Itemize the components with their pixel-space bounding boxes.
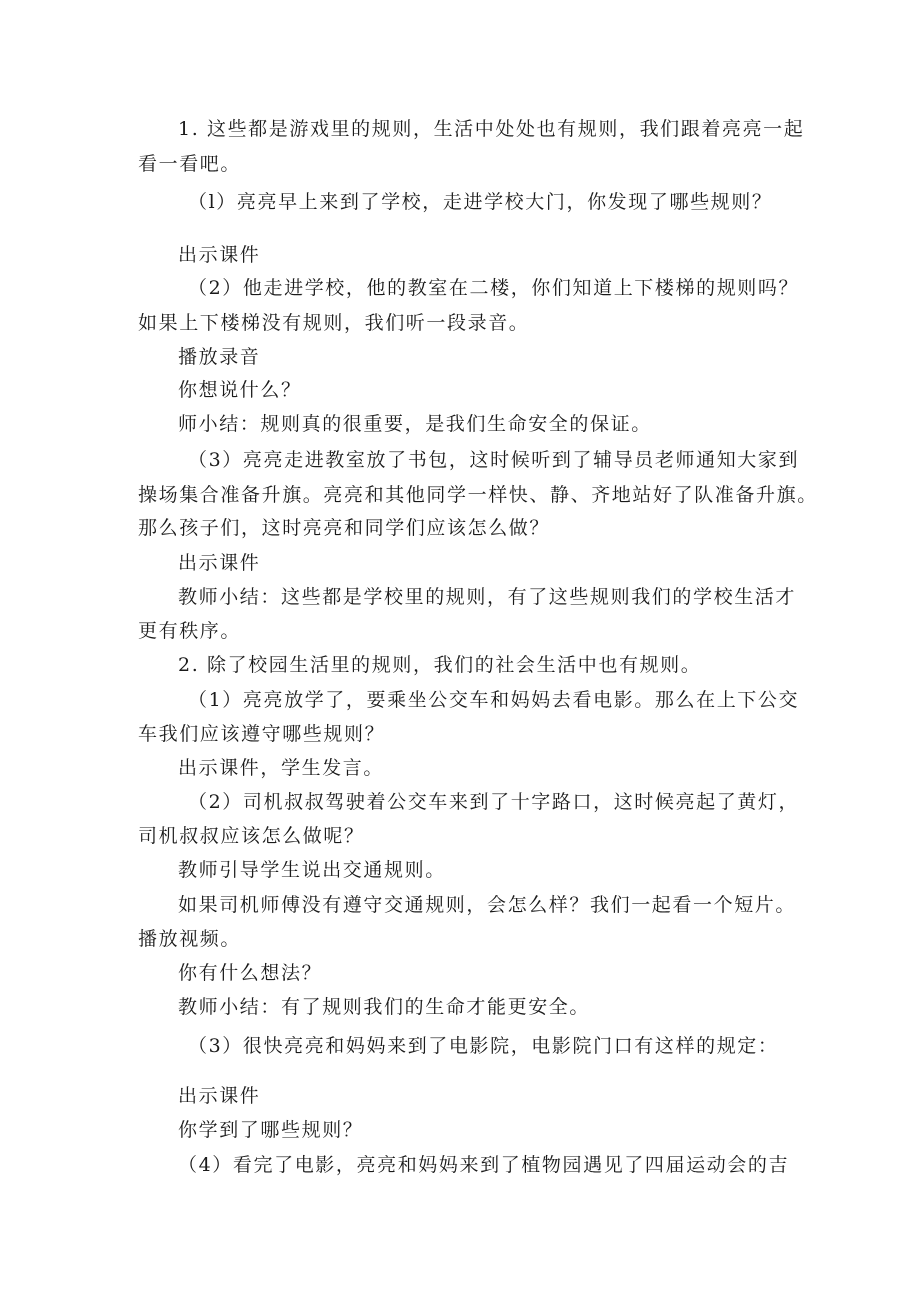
text-line: 2. 除了校园生活里的规则，我们的社会生活中也有规则。 <box>178 654 702 676</box>
text-line: 司机叔叔应该怎么做呢？ <box>138 825 365 847</box>
text-line: （4）看完了电影，亮亮和妈妈来到了植物园遇见了四届运动会的吉 <box>178 1154 790 1176</box>
text-line: 播放视频。 <box>138 928 242 950</box>
text-line: 如果上下楼梯没有规则，我们听一段录音。 <box>138 312 530 334</box>
text-line: 那么孩子们，这时亮亮和同学们应该怎么做？ <box>138 517 551 539</box>
text-line: （2）他走进学校，他的教室在二楼，你们知道上下楼梯的规则吗？ <box>188 277 800 299</box>
text-line: 出示课件 <box>178 1085 261 1107</box>
text-line: （3）很快亮亮和妈妈来到了电影院，电影院门口有这样的规定： <box>188 1035 779 1057</box>
text-line: 师小结：规则真的很重要，是我们生命安全的保证。 <box>178 413 652 435</box>
text-line: 教师引导学生说出交通规则。 <box>178 859 446 881</box>
text-line: 你想说什么？ <box>178 379 302 401</box>
text-line: 出示课件 <box>178 552 261 574</box>
text-line: （l）亮亮早上来到了学校，走进学校大门，你发现了哪些规则？ <box>188 191 773 213</box>
text-line: 你学到了哪些规则？ <box>178 1119 364 1141</box>
text-line: 教师小结：这些都是学校里的规则，有了这些规则我们的学校生活才 <box>178 586 797 608</box>
text-line: （2）司机叔叔驾驶着公交车来到了十字路口，这时候亮起了黄灯， <box>188 791 800 813</box>
text-line: 操场集合准备升旗。亮亮和其他同学一样快、静、齐地站好了队准备升旗。 <box>138 484 818 506</box>
text-line: 教师小结：有了规则我们的生命才能更安全。 <box>178 996 591 1018</box>
text-line: 车我们应该遵守哪些规则？ <box>138 723 386 745</box>
text-line: 1. 这些都是游戏里的规则，生活中处处也有规则，我们跟着亮亮一起 <box>178 118 805 140</box>
text-line: 看一看吧。 <box>138 153 242 175</box>
text-line: （3）亮亮走进教室放了书包，这时候听到了辅导员老师通知大家到 <box>188 449 800 471</box>
text-line: 出示课件，学生发言。 <box>178 757 385 779</box>
text-line: 更有秩序。 <box>138 620 242 642</box>
text-line: 播放录音 <box>178 346 261 368</box>
text-line: （1）亮亮放学了，要乘坐公交车和妈妈去看电影。那么在上下公交 <box>188 689 800 711</box>
text-line: 你有什么想法？ <box>178 962 323 984</box>
text-line: 如果司机师傅没有遵守交通规则，会怎么样？我们一起看一个短片。 <box>178 894 797 916</box>
text-line: 出示课件 <box>178 244 261 266</box>
